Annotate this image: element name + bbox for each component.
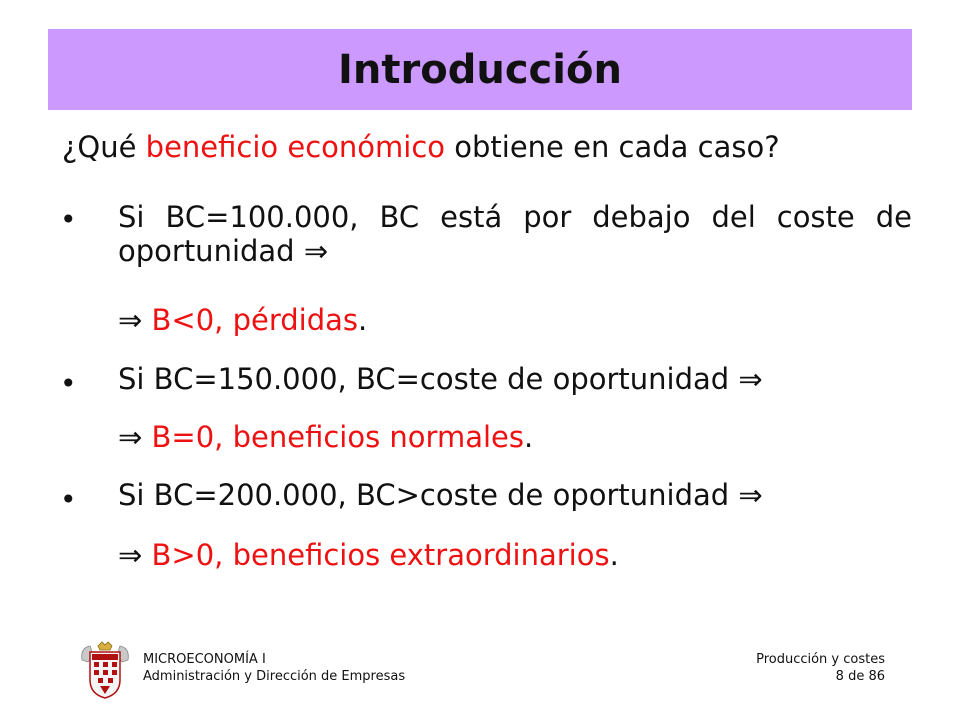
bullet-marker: • — [60, 483, 77, 516]
bullet-1-result — [118, 303, 367, 337]
bullet-3-text — [118, 478, 763, 512]
question-highlight: beneficio económico — [145, 130, 446, 164]
footer-left — [143, 651, 405, 685]
implies-arrow-icon: ⇒ — [303, 234, 329, 268]
bullet-marker: • — [60, 203, 77, 236]
bullet-marker: • — [60, 367, 77, 400]
bullet-1-result-end: . — [358, 303, 368, 337]
bullet-2-result-text: B=0, beneficios normales — [151, 420, 524, 454]
page-number: 8 de 86 — [835, 669, 885, 684]
bullet-1-result-text: B<0, pérdidas — [151, 303, 359, 337]
bullet-2-statement: Si BC=150.000, BC=coste de oportunidad — [118, 362, 730, 396]
bullet-2-result-end: . — [524, 420, 534, 454]
footer-course: MICROECONOMÍA I — [143, 652, 266, 667]
bullet-3-result — [118, 538, 619, 572]
slide-title: Introducción — [338, 46, 622, 93]
bullet-3-statement: Si BC=200.000, BC>coste de oportunidad — [118, 478, 730, 512]
implies-arrow-icon: ⇒ — [118, 303, 143, 337]
footer-topic: Producción y costes — [756, 652, 885, 667]
footer-program: Administración y Dirección de Empresas — [143, 669, 406, 684]
bullet-1-statement: Si BC=100.000, BC está por debajo del coste de oportunidad — [118, 200, 912, 268]
title-bar — [48, 29, 912, 110]
implies-arrow-icon: ⇒ — [738, 478, 763, 512]
footer-right — [756, 651, 885, 685]
bullet-1-text — [118, 200, 912, 268]
question-prefix: ¿Qué — [62, 130, 146, 164]
bullet-2-result — [118, 420, 533, 454]
question-suffix: obtiene en cada caso? — [445, 130, 780, 164]
implies-arrow-icon: ⇒ — [118, 538, 143, 572]
slide-question — [62, 130, 780, 164]
bullet-3-result-end: . — [609, 538, 619, 572]
bullet-2-text — [118, 362, 763, 396]
university-crest-icon — [76, 640, 134, 700]
implies-arrow-icon: ⇒ — [118, 420, 143, 454]
bullet-3-result-text: B>0, beneficios extraordinarios — [151, 538, 610, 572]
implies-arrow-icon: ⇒ — [738, 362, 763, 396]
